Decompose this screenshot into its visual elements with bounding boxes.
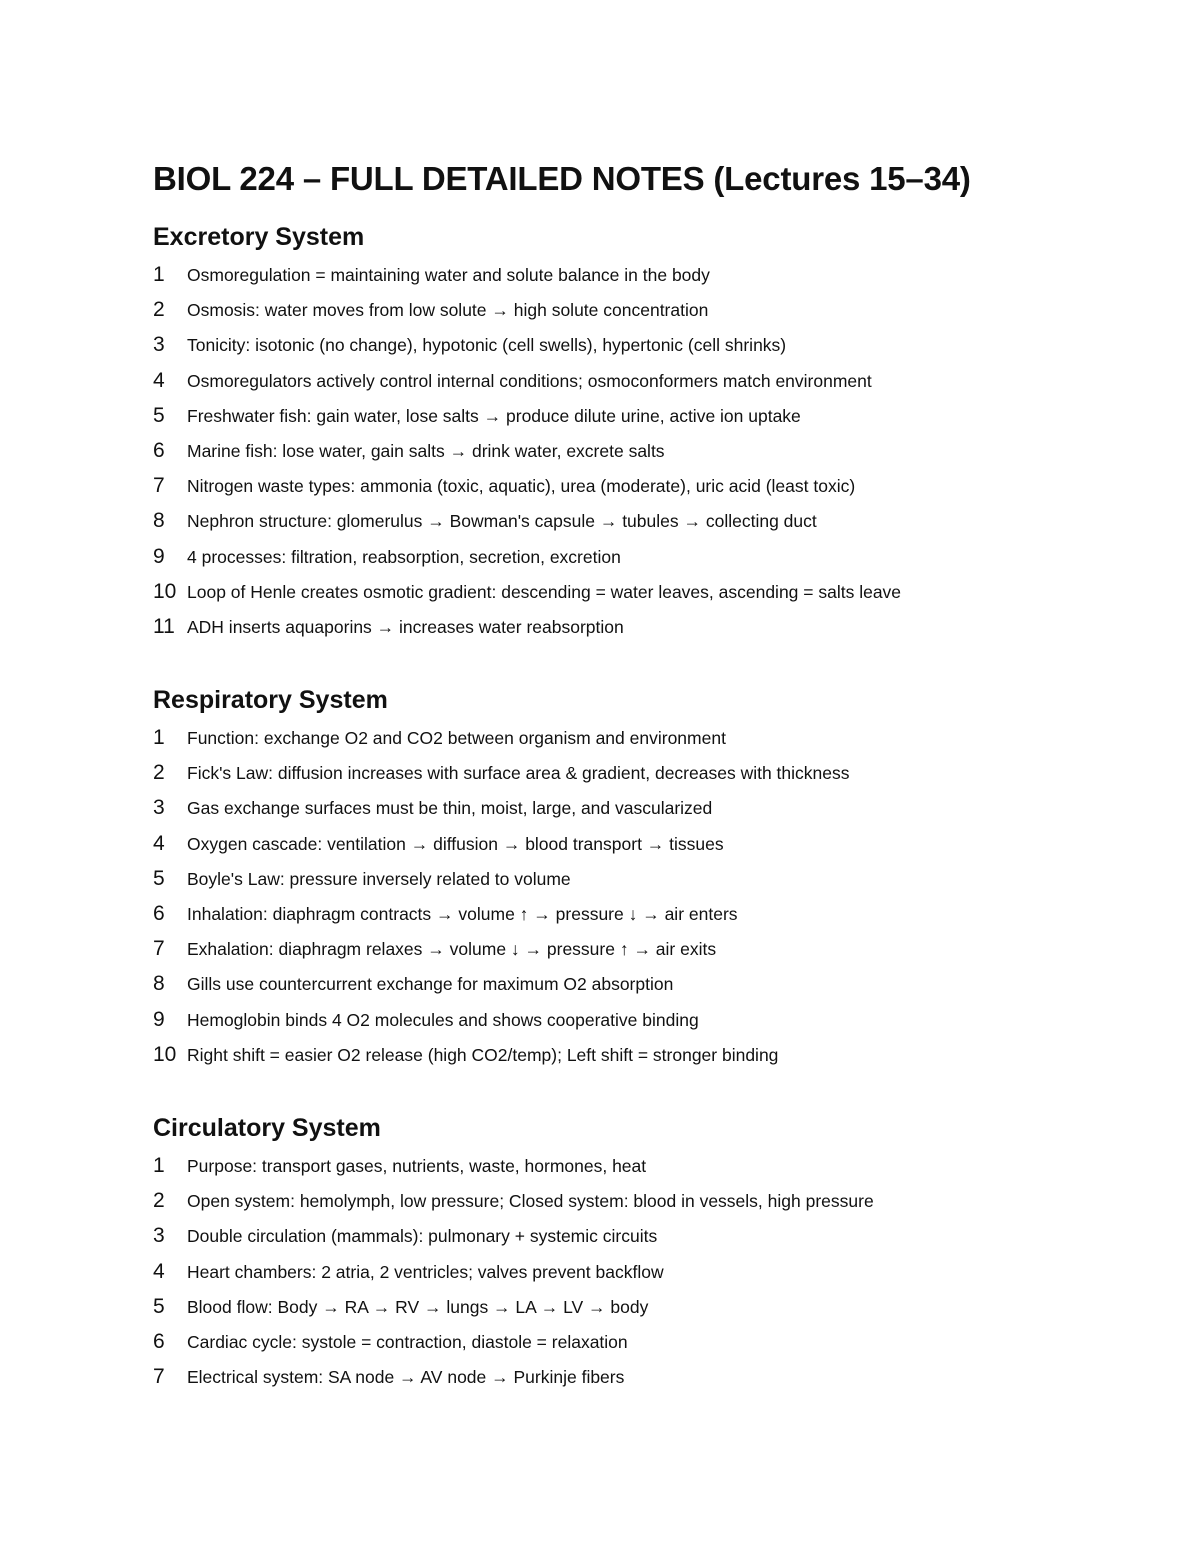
item-text: Freshwater fish: gain water, lose salts → produce dilute urine, active ion uptake [187,405,801,426]
item-number: 6 [153,902,165,925]
section-excretory-system [153,220,1053,650]
item-text: Function: exchange O2 and CO2 between organism and environment [187,728,726,749]
item-text: 4 processes: filtration, reabsorption, secretion, excretion [187,546,621,567]
item-text: Blood flow: Body → RA → RV → lungs → LA → LV → body [187,1296,649,1317]
item-text: Marine fish: lose water, gain salts → drink water, excrete salts [187,440,665,461]
item-text: Osmoregulators actively control internal conditions; osmoconformers match environment [187,370,872,391]
item-number: 6 [153,1329,165,1353]
item-text: Osmosis: water moves from low solute → high solute concentration [187,300,709,321]
item-number: 2 [153,761,165,785]
item-number: 8 [153,972,165,996]
item-number: 4 [153,831,165,855]
list-item [153,1008,1053,1043]
list-item [153,369,1053,404]
list-item [153,615,1053,650]
item-number: 2 [153,1189,165,1213]
list-item [153,404,1053,439]
list-item [153,1295,1053,1330]
document-title: BIOL 224 – FULL DETAILED NOTES (Lectures 15–34) [153,160,971,197]
section-heading: Excretory System [153,223,365,251]
list-item [153,509,1053,544]
item-number: 10 [153,1042,177,1066]
notes-list [153,726,1053,1078]
item-number: 10 [153,579,177,603]
list-item [153,867,1053,902]
item-number: 1 [153,726,165,750]
list-item [153,796,1053,831]
list-item [153,937,1053,972]
item-number: 5 [153,866,165,890]
document-page [153,156,1053,1400]
item-text: Right shift = easier O2 release (high CO2/temp); Left shift = stronger binding [187,1044,779,1065]
list-item [153,761,1053,796]
list-item [153,726,1053,761]
item-text: Hemoglobin binds 4 O2 molecules and shows cooperative binding [187,1009,699,1030]
item-number: 6 [153,438,165,462]
item-text: Exhalation: diaphragm relaxes → volume ↓ → pressure ↑ → air exits [187,939,717,960]
notes-list [153,1154,1053,1400]
item-text: Nitrogen waste types: ammonia (toxic, aquatic), urea (moderate), uric acid (least toxic) [187,476,856,497]
list-item [153,1260,1053,1295]
item-text: Open system: hemolymph, low pressure; Closed system: blood in vessels, high pressure [187,1191,874,1212]
item-text: Electrical system: SA node → AV node → Purkinje fibers [187,1367,625,1388]
notes-list [153,263,1053,650]
section-heading: Respiratory System [153,686,388,715]
item-text: Cardiac cycle: systole = contraction, diastole = relaxation [187,1331,628,1352]
item-text: Oxygen cascade: ventilation → diffusion → blood transport → tissues [187,833,724,854]
item-number: 1 [153,1153,165,1177]
item-text: Nephron structure: glomerulus → Bowman's capsule → tubules → collecting duct [187,511,817,532]
item-number: 3 [153,796,165,820]
item-number: 1 [153,263,165,286]
list-item [153,1365,1053,1400]
list-item [153,1224,1053,1259]
list-item [153,298,1053,333]
item-text: Boyle's Law: pressure inversely related to volume [187,868,571,889]
list-item [153,972,1053,1007]
item-number: 4 [153,368,165,392]
list-item [153,333,1053,368]
item-number: 5 [153,1294,165,1318]
item-text: Loop of Henle creates osmotic gradient: descending = water leaves, ascending = salts leave [187,581,902,602]
list-item [153,580,1053,615]
item-text: Heart chambers: 2 atria, 2 ventricles; valves prevent backflow [187,1261,664,1282]
item-text: Gills use countercurrent exchange for maximum O2 absorption [187,974,674,995]
item-number: 8 [153,509,165,533]
list-item [153,1154,1053,1189]
item-number: 2 [153,298,165,322]
item-text: Tonicity: isotonic (no change), hypotonic (cell swells), hypertonic (cell shrinks) [187,335,787,356]
list-item [153,902,1053,937]
item-text: ADH inserts aquaporins → increases water reabsorption [187,616,624,637]
item-text: Double circulation (mammals): pulmonary + systemic circuits [187,1226,658,1247]
list-item [153,439,1053,474]
item-number: 3 [153,1224,165,1248]
item-number: 3 [153,333,165,357]
item-number: 11 [153,614,175,638]
section-circulatory-system [153,1111,1053,1400]
item-text: Inhalation: diaphragm contracts → volume ↑ → pressure ↓ → air enters [187,904,738,924]
item-text: Osmoregulation = maintaining water and solute balance in the body [187,265,710,285]
item-number: 9 [153,544,165,568]
section-respiratory-system [153,683,1053,1078]
item-number: 7 [153,937,165,961]
item-number: 7 [153,474,165,498]
item-number: 5 [153,403,165,427]
list-item [153,1189,1053,1224]
item-text: Purpose: transport gases, nutrients, waste, hormones, heat [187,1155,647,1176]
section-heading: Circulatory System [153,1113,381,1142]
item-text: Gas exchange surfaces must be thin, moist, large, and vascularized [187,798,713,819]
item-text: Fick's Law: diffusion increases with surface area & gradient, decreases with thickness [187,763,850,784]
list-item [153,474,1053,509]
list-item [153,832,1053,867]
item-number: 7 [153,1365,165,1389]
list-item [153,545,1053,580]
list-item [153,263,1053,298]
list-item [153,1330,1053,1365]
item-number: 4 [153,1259,165,1283]
item-number: 9 [153,1007,165,1031]
list-item [153,1043,1053,1078]
